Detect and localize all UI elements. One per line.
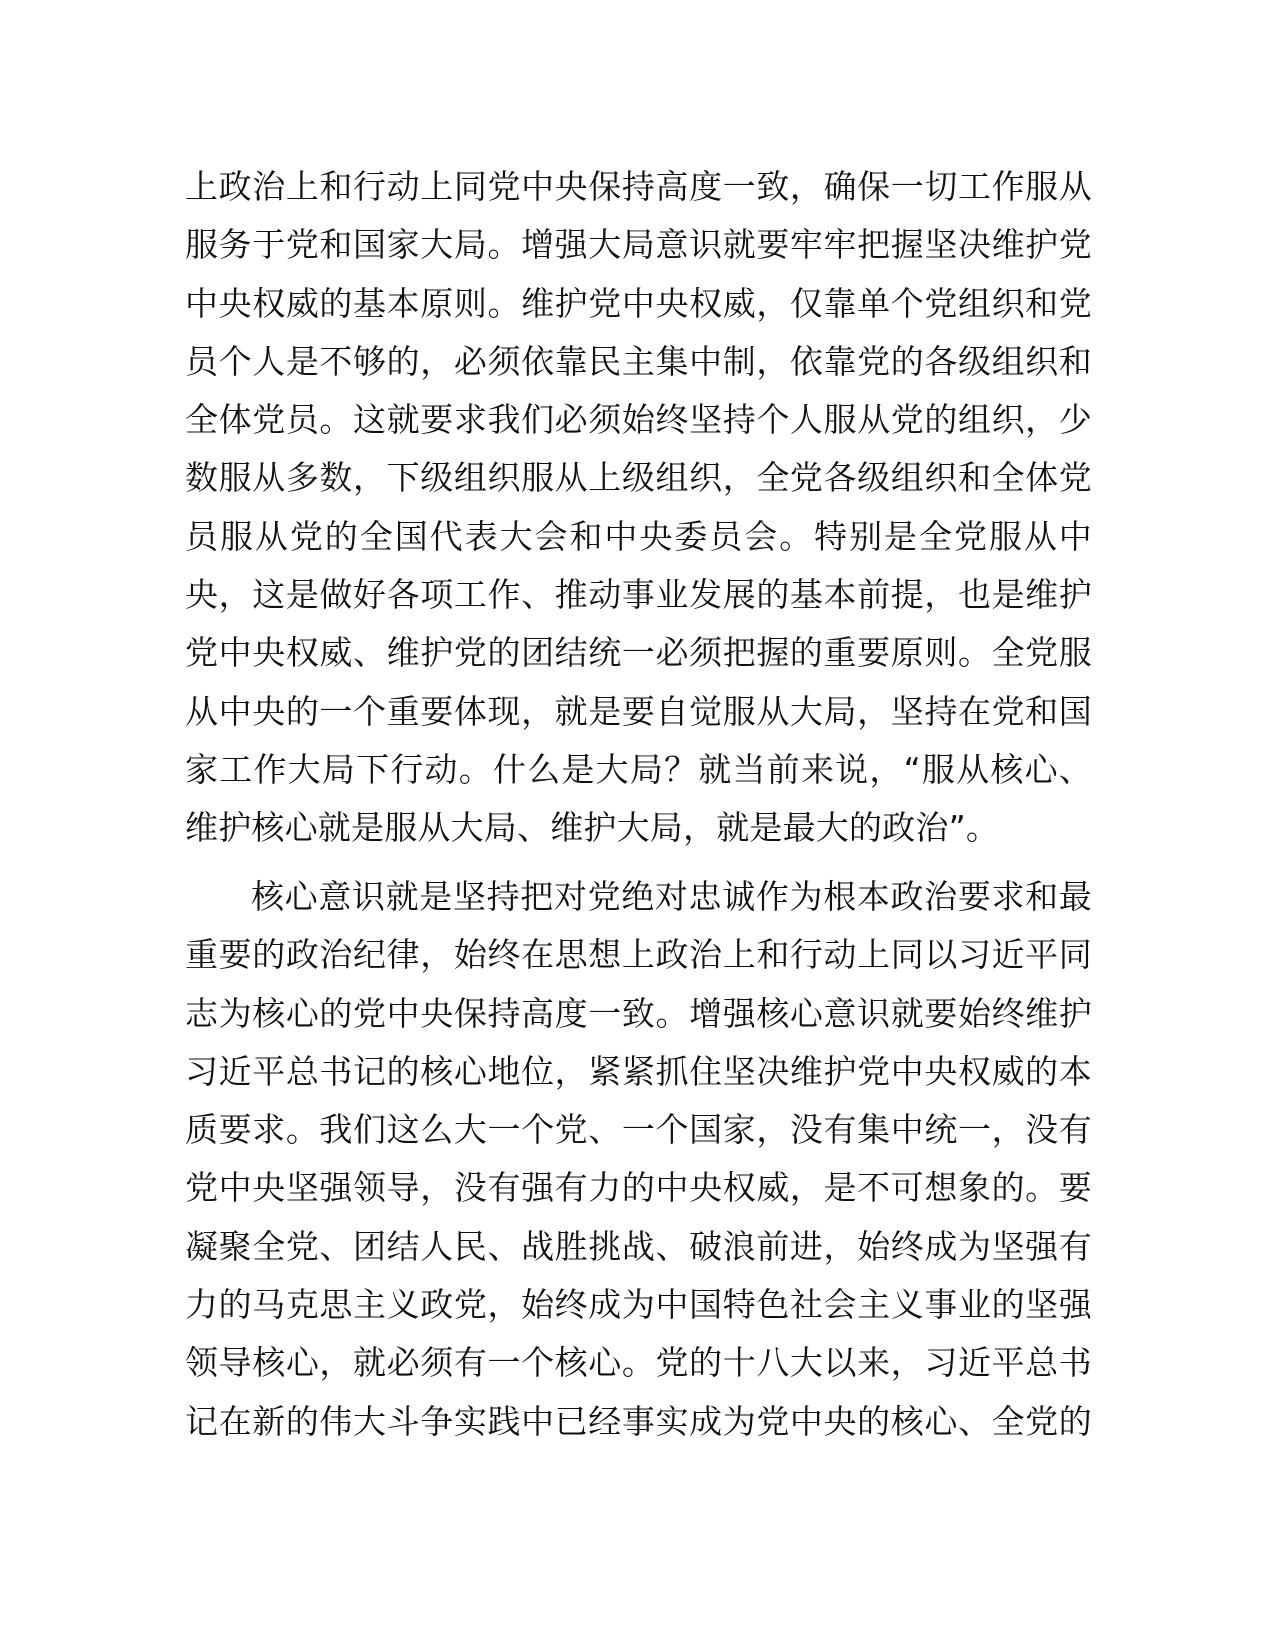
paragraph-line: 服务于党和国家大局。增强大局意识就要牢牢把握坚决维护党 bbox=[185, 225, 1092, 265]
paragraph-1 bbox=[185, 158, 1092, 858]
paragraph-line: 数服从多数，下级组织服从上级组织，全党各级组织和全体党 bbox=[185, 458, 1092, 498]
paragraph-line: 记在新的伟大斗争实践中已经事实成为党中央的核心、全党的 bbox=[185, 1401, 1092, 1441]
paragraph-line: 家工作大局下行动。什么是大局？就当前来说，“服从核心、 bbox=[185, 749, 1092, 789]
paragraph-line: 党中央权威、维护党的团结统一必须把握的重要原则。全党服 bbox=[185, 633, 1092, 673]
paragraph-line: 上政治上和行动上同党中央保持高度一致，确保一切工作服从 bbox=[185, 167, 1092, 206]
paragraph-line: 重要的政治纪律，始终在思想上政治上和行动上同以习近平同 bbox=[185, 935, 1092, 975]
paragraph-line: 力的马克思主义政党，始终成为中国特色社会主义事业的坚强 bbox=[185, 1285, 1092, 1325]
paragraph-line: 维护核心就是服从大局、维护大局，就是最大的政治”。 bbox=[185, 808, 1000, 848]
paragraph-line: 凝聚全党、团结人民、战胜挑战、破浪前进，始终成为坚强有 bbox=[185, 1226, 1092, 1266]
paragraph-2 bbox=[185, 868, 1092, 1451]
paragraph-line: 从中央的一个重要体现，就是要自觉服从大局，坚持在党和国 bbox=[185, 691, 1092, 731]
paragraph-line: 质要求。我们这么大一个党、一个国家，没有集中统一，没有 bbox=[185, 1110, 1092, 1150]
paragraph-line: 核心意识就是坚持把对党绝对忠诚作为根本政治要求和最 bbox=[251, 877, 1092, 916]
paragraph-line: 党中央坚强领导，没有强有力的中央权威，是不可想象的。要 bbox=[185, 1168, 1092, 1208]
paragraph-line: 中央权威的基本原则。维护党中央权威，仅靠单个党组织和党 bbox=[185, 283, 1092, 323]
paragraph-line: 员个人是不够的，必须依靠民主集中制，依靠党的各级组织和 bbox=[185, 341, 1092, 381]
paragraph-line: 员服从党的全国代表大会和中央委员会。特别是全党服从中 bbox=[185, 516, 1092, 556]
paragraph-line: 志为核心的党中央保持高度一致。增强核心意识就要始终维护 bbox=[185, 993, 1092, 1033]
paragraph-line: 领导核心，就必须有一个核心。党的十八大以来，习近平总书 bbox=[185, 1343, 1092, 1383]
paragraph-line: 全体党员。这就要求我们必须始终坚持个人服从党的组织，少 bbox=[185, 400, 1092, 440]
paragraph-line: 习近平总书记的核心地位，紧紧抓住坚决维护党中央权威的本 bbox=[185, 1051, 1092, 1091]
paragraph-line: 央，这是做好各项工作、推动事业发展的基本前提，也是维护 bbox=[185, 575, 1092, 615]
